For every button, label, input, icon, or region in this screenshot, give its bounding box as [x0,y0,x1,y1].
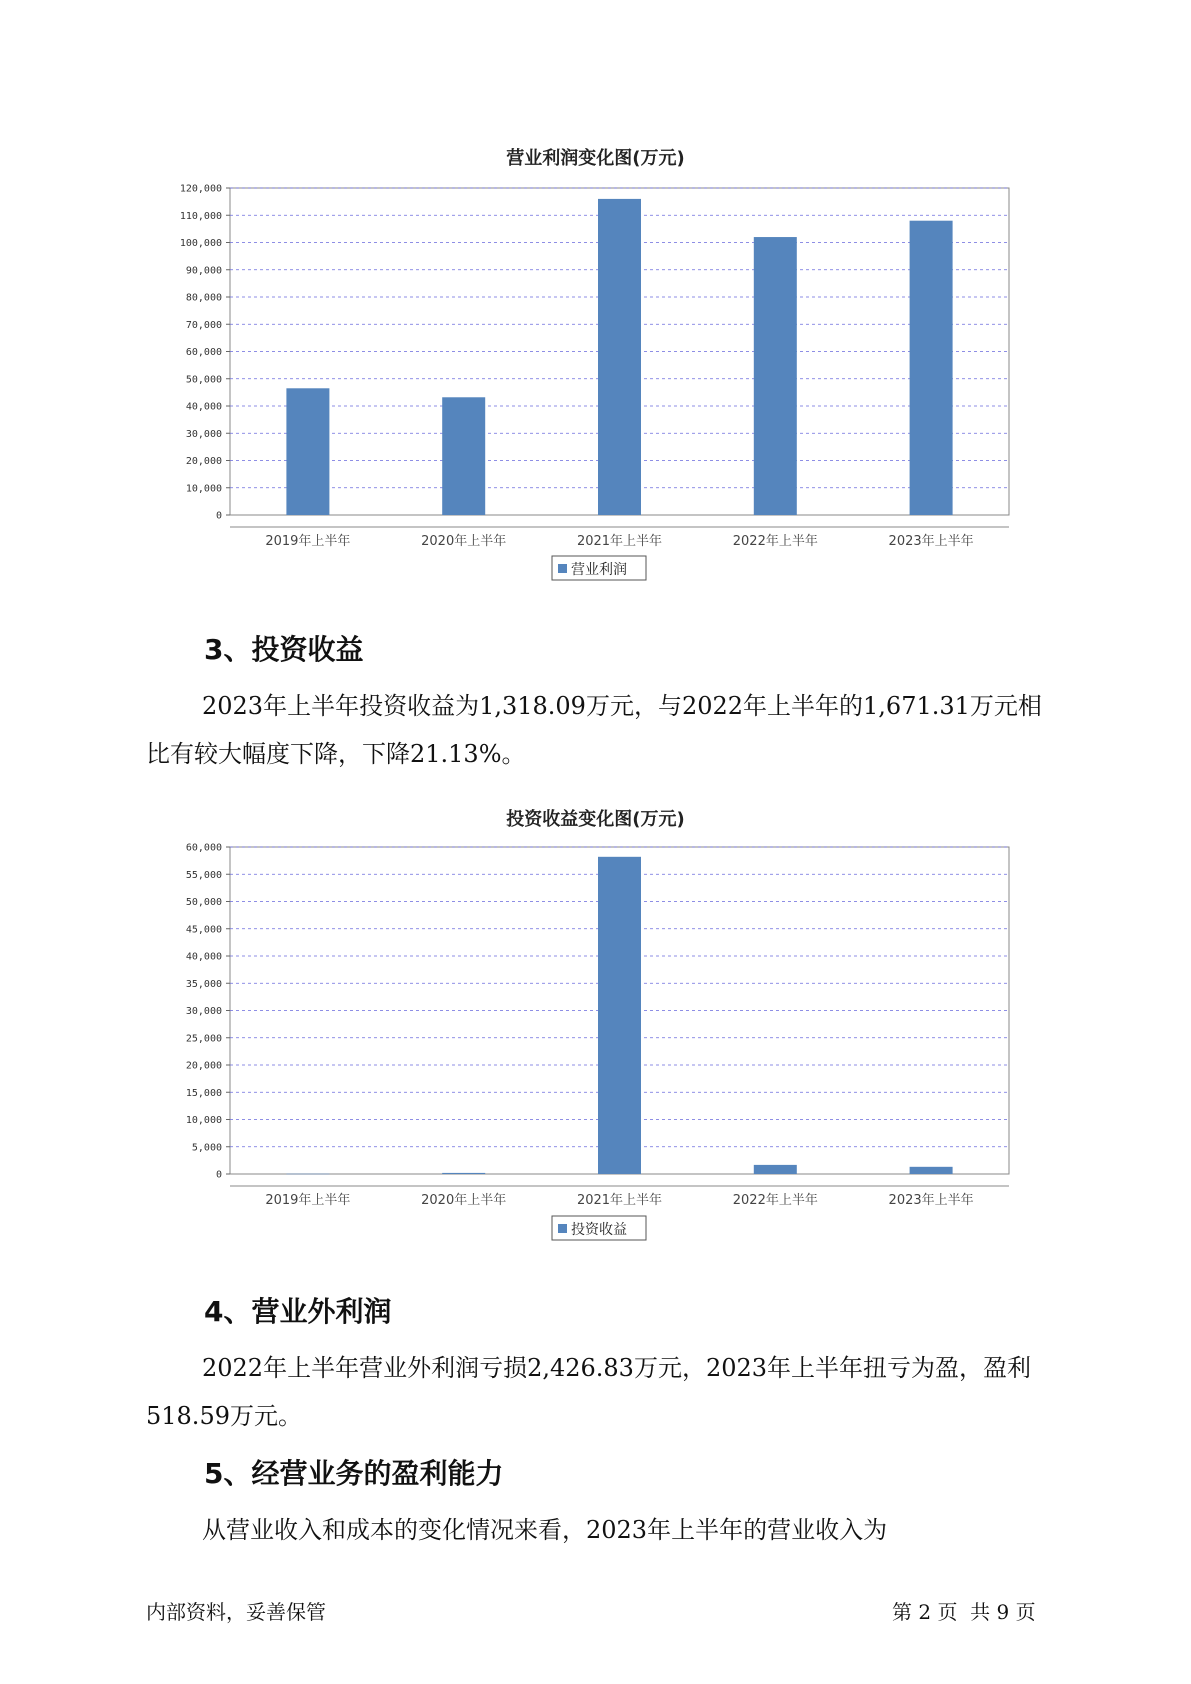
y-tick-label: 5,000 [191,1142,222,1154]
bar-2023年上半年 [910,1167,953,1174]
footer-confidential: 内部资料，妥善保管 [146,1600,326,1624]
y-tick-label: 15,000 [185,1087,222,1099]
category-label: 2021年上半年 [576,1193,663,1208]
category-label: 2019年上半年 [265,1193,351,1208]
bar-2021年上半年 [598,199,641,515]
y-tick-label: 40,000 [185,401,222,413]
bar-2020年上半年 [442,1173,485,1174]
category-label: 2020年上半年 [421,1193,507,1208]
y-tick-label: 110,000 [179,210,222,222]
bar-2019年上半年 [286,388,329,515]
chart1-title: 营业利润变化图(万元) [506,148,685,169]
y-tick-label: 70,000 [185,319,222,331]
y-tick-label: 45,000 [185,924,222,936]
category-label: 2023年上半年 [888,534,974,549]
y-tick-label: 120,000 [179,183,222,195]
category-label: 2022年上半年 [732,534,818,549]
y-tick-label: 20,000 [185,456,222,467]
chart-legend [552,1216,646,1240]
bar-2019年上半年 [286,1174,329,1175]
y-tick-label: 0 [215,510,222,522]
y-tick-label: 20,000 [185,1060,222,1072]
footer-page-number: 第 2 页 共 9 页 [892,1600,1036,1624]
category-label: 2020年上半年 [421,534,507,549]
category-label: 2021年上半年 [576,534,663,549]
bar-2020年上半年 [442,397,485,515]
bar-2021年上半年 [598,857,641,1174]
y-tick-label: 50,000 [185,897,222,908]
category-label: 2022年上半年 [732,1193,818,1208]
y-tick-label: 100,000 [179,238,222,249]
section-4-paragraph: 2022年上半年营业外利润亏损2,426.83万元，2023年上半年扭亏为盈，盈利518.59万元。 [146,1354,1032,1430]
y-tick-label: 25,000 [185,1033,222,1045]
category-label: 2023年上半年 [888,1193,974,1208]
y-tick-label: 55,000 [185,869,222,881]
bar-2023年上半年 [910,221,953,515]
investment-income-chart [0,630,1191,1238]
chart-legend [552,556,646,580]
section-3-heading: 3、投资收益 [204,633,364,666]
section-5-heading: 5、经营业务的盈利能力 [204,1457,504,1490]
bar-2022年上半年 [754,237,797,515]
y-tick-label: 60,000 [185,842,222,854]
y-tick-label: 10,000 [185,1115,222,1126]
y-tick-label: 90,000 [185,265,222,277]
y-tick-label: 0 [215,1169,222,1181]
y-tick-label: 30,000 [185,428,222,440]
y-tick-label: 50,000 [185,374,222,386]
y-tick-label: 40,000 [185,951,222,963]
legend-swatch [558,1224,567,1233]
y-tick-label: 10,000 [185,483,222,495]
category-label: 2019年上半年 [265,534,351,549]
section-4-heading: 4、营业外利润 [204,1295,392,1328]
y-tick-label: 60,000 [185,347,222,358]
section-3-paragraph: 2023年上半年投资收益为1,318.09万元，与2022年上半年的1,671.31万元相比有较大幅度下降，下降21.13%。 [146,692,1042,768]
y-tick-label: 30,000 [185,1006,222,1017]
chart2-title: 投资收益变化图(万元) [506,809,685,830]
legend-label: 营业利润 [571,562,627,578]
legend-label: 投资收益 [571,1222,627,1238]
operating-profit-chart [0,0,1191,578]
bar-2022年上半年 [754,1165,797,1174]
legend-swatch [558,564,567,573]
y-tick-label: 80,000 [185,292,222,304]
y-tick-label: 35,000 [185,978,222,990]
section-5-paragraph: 从营业收入和成本的变化情况来看，2023年上半年的营业收入为 [202,1516,888,1544]
